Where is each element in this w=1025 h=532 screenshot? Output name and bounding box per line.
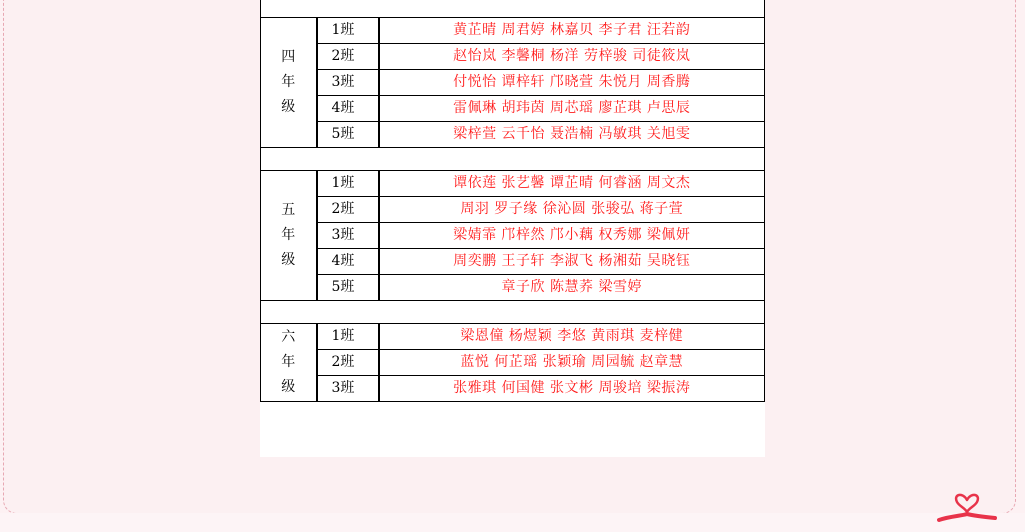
grade-char: 四 xyxy=(281,49,296,65)
student-names: 黄芷晴 周君婷 林嘉贝 李子君 汪若韵 xyxy=(379,18,765,44)
table-row xyxy=(261,350,765,376)
class-name: 2班 xyxy=(317,44,379,70)
table-row xyxy=(261,223,765,249)
table-row xyxy=(261,275,765,301)
class-name: 1班 xyxy=(317,18,379,44)
table-row xyxy=(261,171,765,197)
grade-label-4 xyxy=(261,18,317,148)
student-names: 周羽 罗子缘 徐沁圆 张骏弘 蒋子萱 xyxy=(379,197,765,223)
class-name: 5班 xyxy=(317,275,379,301)
grade-char: 五 xyxy=(281,202,296,218)
table-gap-row xyxy=(261,148,765,171)
table-row xyxy=(261,70,765,96)
student-names: 梁婧霏 邝梓然 邝小藕 权秀娜 梁佩妍 xyxy=(379,223,765,249)
table-row xyxy=(261,249,765,275)
grade-char: 级 xyxy=(281,379,296,395)
blank-cell xyxy=(261,148,765,171)
class-name: 2班 xyxy=(317,197,379,223)
class-name: 2班 xyxy=(317,350,379,376)
grade-char: 年 xyxy=(281,227,296,243)
grade-char: 年 xyxy=(281,354,296,370)
class-name: 4班 xyxy=(317,249,379,275)
student-names: 章子欣 陈慧荞 梁雪婷 xyxy=(379,275,765,301)
student-names: 赵怡岚 李馨桐 杨洋 劳梓骏 司徒筱岚 xyxy=(379,44,765,70)
grade-char: 级 xyxy=(281,99,296,115)
table-gap-row xyxy=(261,301,765,324)
table-row xyxy=(261,197,765,223)
student-names: 张雅琪 何国健 张文彬 周骏培 梁振涛 xyxy=(379,376,765,402)
class-name: 4班 xyxy=(317,96,379,122)
table-row xyxy=(261,122,765,148)
class-name: 3班 xyxy=(317,376,379,402)
student-names: 谭依莲 张艺馨 谭芷晴 何睿涵 周文杰 xyxy=(379,171,765,197)
student-names: 梁恩僮 杨煜颖 李悠 黄雨琪 麦梓健 xyxy=(379,324,765,350)
class-roster-table xyxy=(260,0,765,402)
grade-char: 六 xyxy=(281,329,296,345)
grade-char: 级 xyxy=(281,252,296,268)
table-row xyxy=(261,96,765,122)
roster-table-container xyxy=(260,0,765,457)
student-names: 雷佩琳 胡玮茵 周芯瑶 廖芷琪 卢思辰 xyxy=(379,96,765,122)
student-names: 梁梓萱 云千怡 聂浩楠 冯敏琪 关旭雯 xyxy=(379,122,765,148)
blank-cell xyxy=(261,0,765,18)
class-name: 1班 xyxy=(317,324,379,350)
grade-label-6 xyxy=(261,324,317,402)
table-row xyxy=(261,324,765,350)
grade-char: 年 xyxy=(281,74,296,90)
table-row xyxy=(261,18,765,44)
table-row xyxy=(261,376,765,402)
bottom-strip xyxy=(0,513,1025,532)
heart-ribbon-icon xyxy=(937,486,997,526)
student-names: 蓝悦 何芷瑶 张颖瑜 周园毓 赵章慧 xyxy=(379,350,765,376)
class-name: 5班 xyxy=(317,122,379,148)
student-names: 付悦怡 谭梓轩 邝晓萱 朱悦月 周香腾 xyxy=(379,70,765,96)
class-name: 3班 xyxy=(317,223,379,249)
grade-label-5 xyxy=(261,171,317,301)
class-name: 1班 xyxy=(317,171,379,197)
table-row xyxy=(261,44,765,70)
class-name: 3班 xyxy=(317,70,379,96)
student-names: 周奕鹏 王子轩 李淑飞 杨湘茹 吴晓钰 xyxy=(379,249,765,275)
table-top-blank-row xyxy=(261,0,765,18)
blank-cell xyxy=(261,301,765,324)
